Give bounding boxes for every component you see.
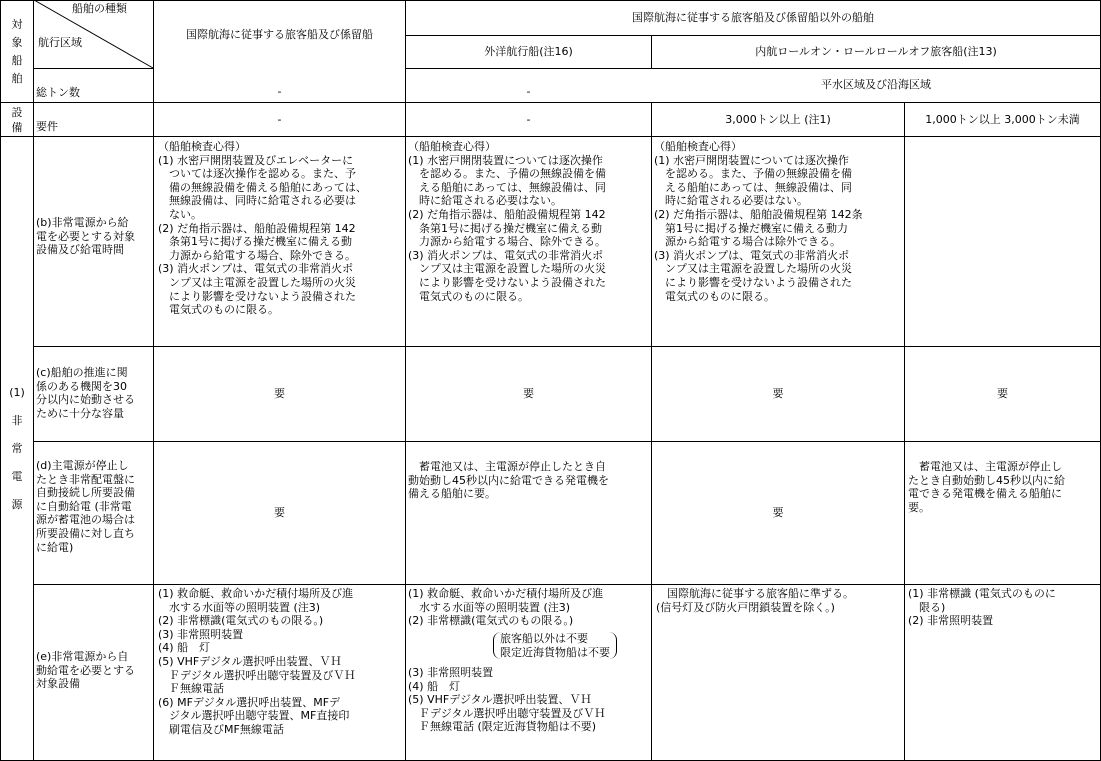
divider-h	[33, 584, 1101, 585]
row-c-roro-small: 要	[997, 387, 1008, 400]
roro-area: 平水区域及び沿海区域	[821, 77, 931, 91]
row-c-ocean-ship: 要	[523, 387, 534, 400]
intl-passenger-title: 国際航海に従事する旅客船及び係留船	[186, 27, 373, 41]
ship-type-label: 船舶の種類	[72, 2, 127, 15]
row-b-roro-large: （船舶検査心得） (1) 水密戸開閉装置については逐次操作 を認める。また、予備の無線設備を備 える船舶にあっては、無線設備は、同 時に給電される必要はない。 (2) だ角指示器は、船舶設備規程第 142条 第1号に掲げる操だ機室に備える動力 源から給電する場合は除外できる。 (3) 消火ポンプは、電気式の非常消火ポ ンプ又は主電源を設置した場所の火災 により影響を受けないよう設備された 電気式のものに限る。	[654, 140, 863, 303]
intl-passenger-requirement: -	[277, 112, 282, 126]
row-c-intl-passenger: 要	[274, 387, 285, 400]
row-d-label: (d)主電源が停止し たとき非常配電盤に 自動接続し所要設備 に自動給電 (非常電 源が蓄電池の場合は 所要設備に対し直ち に給電)	[36, 459, 135, 554]
divider-v	[33, 136, 34, 761]
row-d-intl-passenger: 要	[274, 506, 285, 519]
row-e-ocean-ship-note: 旅客船以外は不要 限定近海貨物船は不要	[493, 632, 617, 659]
row-b-label: (b)非常電源から給 電を必要とする対象 設備及び給電時間	[36, 216, 135, 257]
row-b-ocean-ship: （船舶検査心得） (1) 水密戸開閉装置については逐次操作 を認める。また、予備の無線設備を備 える船舶にあっては、無線設備は、同 時に給電される必要はない。 (2) だ角指示器は、船舶設備規程第 142 条第1号に掲げる操だ機室に備える動 力源から給電する場合、除外できる。 (3) 消火ポンプは、電気式の非常消火ポ ンプ又は主電源を設置した場所の火災 により影響を受けないよう設備された 電気式のものに限る。	[408, 140, 606, 303]
row-d-ocean-ship: 蓄電池又は、主電源が停止したとき自 動始動し45秒以内に給電できる発電機を 備える船舶に要。	[408, 460, 609, 501]
row-c-label: (c)船舶の推進に関 係のある機関を30 分以内に始動させる ために十分な容量	[36, 366, 135, 420]
roro-ship-title: 内航ロールオン・ロールロールオフ旅客船(注13)	[755, 45, 997, 58]
other-ships-title: 国際航海に従事する旅客船及び係留船以外の船舶	[632, 11, 874, 24]
row-c-roro-large: 要	[772, 387, 784, 400]
row-e-roro-small: (1) 非常標識 (電気式のものに 限る) (2) 非常照明装置	[908, 587, 1056, 628]
roro-large-tonnage: 3,000トン以上 (注1)	[725, 112, 831, 126]
intl-passenger-tonnage: -	[277, 84, 282, 98]
row-b-intl-passenger: （船舶検査心得） (1) 水密戸開閉装置及びエレベーターに ついては逐次操作を認める。また、予 備の無線設備を備える船舶にあっては、 無線設備は、同時に給電される必要は ない。 (2) だ角指示器は、船舶設備規程第 142 条第1号に掲げる操だ機室に備える動 力源から給電する場合、除外できる。 (3) 消火ポンプは、電気式の非常消火ポ ンプ又は主電源を設置した場所の火災 により影響を受けないよう設備された 電気式のものに限る。	[158, 140, 367, 317]
ocean-ship-title: 外洋航行船(注16)	[484, 45, 573, 58]
equipment-label: 設 備	[11, 105, 23, 134]
row-e-ocean-ship-bottom: (3) 非常照明装置 (4) 船 灯 (5) VHFデジタル選択呼出装置、ＶＨ Ｆデジタル選択呼出聴守装置及びＶＨ Ｆ無線電話 (限定近海貨物船は不要)	[408, 666, 606, 734]
row-d-roro-small: 蓄電池又は、主電源が停止し たとき自動始動し45秒以内に給 電できる発電機を備える船舶に 要。	[908, 460, 1065, 514]
row-d-roro-large: 要	[772, 506, 784, 519]
row-e-roro-large: 国際航海に従事する旅客船に準ずる。 (信号灯及び防火戸閉鎖装置を除く。)	[656, 587, 854, 614]
ocean-ship-tonnage: -	[526, 84, 531, 98]
gross-tonnage-label: 総トン数	[36, 86, 80, 99]
roro-small-tonnage: 1,000トン以上 3,000トン未満	[925, 112, 1080, 126]
row-e-ocean-ship-top: (1) 救命艇、救命いかだ積付場所及び進 水する水面等の照明装置 (注3) (2) 非常標識(電気式のもの限る。)	[408, 587, 604, 628]
section-emergency-power-label: (1) 非 常 電 源	[9, 385, 25, 511]
navigation-area-label: 航行区域	[38, 36, 82, 49]
row-e-intl-passenger: (1) 救命艇、救命いかだ積付場所及び進 水する水面等の照明装置 (注3) (2) 非常標識(電気式のもの限る。) (3) 非常照明装置 (4) 船 灯 (5) VHFデジタル選択呼出装置、ＶＨ Ｆデジタル選択呼出聴守装置及びＶＨ Ｆ無線電話 (6) MFデジタル選択呼出装置、MFデ ジタル選択呼出聴守装置、MF直接印 刷電信及びMF無線電話	[158, 587, 356, 736]
ocean-ship-requirement: -	[526, 112, 531, 126]
row-e-label: (e)非常電源から自 動給電を必要とする 対象設備	[36, 650, 135, 691]
divider-h	[0, 136, 1101, 137]
requirement-label: 要件	[36, 120, 58, 133]
target-ship-label: 対 象 船 舶	[11, 17, 23, 85]
